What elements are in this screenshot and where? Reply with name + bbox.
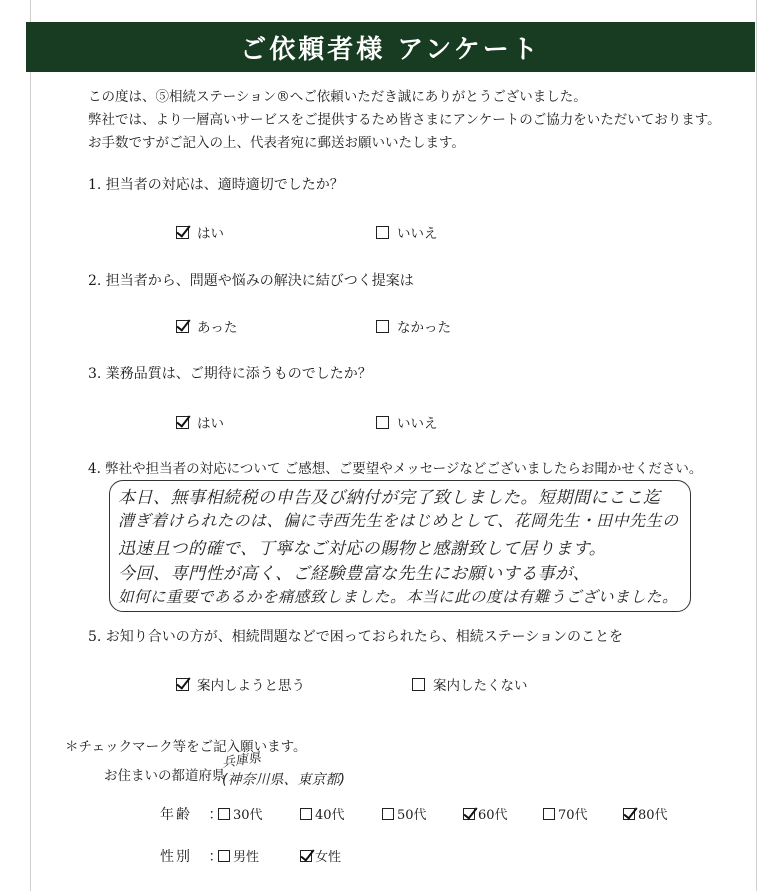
question-5: 5. お知り合いの方が、相続問題などで困っておられたら、相続ステーションのことを	[88, 629, 623, 645]
option-label: あった	[197, 320, 238, 336]
question-1: 1. 担当者の対応は、適時適切でしたか？	[88, 177, 344, 193]
checkbox-unchecked[interactable]	[300, 808, 312, 820]
checkbox-unchecked[interactable]	[376, 320, 389, 333]
q1-option-yes[interactable]	[176, 222, 224, 242]
checkbox-checked[interactable]	[176, 320, 189, 333]
age-option-50s[interactable]: 50代	[382, 804, 427, 823]
prefecture-label: お住まいの都道府県	[104, 768, 226, 784]
intro-line: お手数ですがご記入の上、代表者宛に郵送お願いいたします。	[88, 135, 465, 151]
option-label: 案内しようと思う	[197, 678, 305, 694]
option-label: はい	[197, 226, 224, 242]
q2-option-yes[interactable]	[176, 316, 237, 336]
checkbox-unchecked[interactable]	[412, 678, 425, 691]
q3-option-no[interactable]	[376, 412, 438, 432]
gender-label: 性別 ：	[160, 849, 225, 865]
checkbox-unchecked[interactable]	[382, 808, 394, 820]
gender-option-female[interactable]: 女性	[300, 846, 341, 865]
intro-line: この度は、⑤相続ステーション®へご依頼いただき誠にありがとうございました。	[88, 89, 587, 105]
option-label: 案内したくない	[433, 678, 528, 694]
intro-text	[88, 86, 721, 155]
question-4: 4. 弊社や担当者の対応について ご感想、ご要望やメッセージなどございましたらお聞かせください。	[88, 461, 703, 477]
q1-option-no[interactable]	[376, 222, 438, 242]
checkbox-checked[interactable]	[463, 808, 475, 820]
q5-option-recommend[interactable]	[176, 674, 305, 694]
survey-title: ご依頼者様 アンケート	[26, 22, 755, 72]
checkbox-checked[interactable]	[176, 416, 189, 429]
age-option-80s[interactable]: 80代	[623, 804, 668, 823]
question-3: 3. 業務品質は、ご期待に添うものでしたか？	[88, 366, 372, 382]
checkbox-unchecked[interactable]	[218, 850, 230, 862]
prefecture-value	[222, 752, 345, 789]
checkbox-checked[interactable]	[176, 678, 189, 691]
intro-line: 弊社では、より一層高いサービスをご提供するため皆さまにアンケートのご協力をいただいております。	[88, 112, 721, 128]
age-option-70s[interactable]: 70代	[543, 804, 588, 823]
q3-option-yes[interactable]	[176, 412, 224, 432]
age-option-60s[interactable]: 60代	[463, 804, 508, 823]
age-option-30s[interactable]: 30代	[218, 804, 263, 823]
prefecture-line: (神奈川県、東京都)	[222, 772, 345, 788]
option-label: なかった	[397, 320, 451, 336]
age-label: 年齢 ：	[160, 807, 225, 823]
prefecture-line: 兵庫県	[221, 750, 262, 771]
checkbox-unchecked[interactable]	[543, 808, 555, 820]
option-label: はい	[197, 416, 224, 432]
q5-option-not-recommend[interactable]	[412, 674, 528, 694]
checkmark-note: ＊チェックマーク等をご記入願います。	[65, 739, 307, 755]
q2-option-no[interactable]	[376, 316, 451, 336]
checkbox-checked[interactable]	[300, 850, 312, 862]
checkbox-checked[interactable]	[176, 226, 189, 239]
handwritten-line: 今回、専門性が高く、ご経験豊富な先生にお願いする事が、	[118, 564, 591, 584]
checkbox-unchecked[interactable]	[376, 226, 389, 239]
gender-option-male[interactable]: 男性	[218, 846, 259, 865]
handwritten-line: 本日、無事相続税の申告及び納付が完了致しました。短期間にここ迄	[118, 488, 661, 508]
handwritten-line: 如何に重要であるかを痛感致しました。本当に此の度は有難うございました。	[118, 588, 679, 606]
handwritten-line: 迅速且つ的確で、丁寧なご対応の賜物と感謝致して居ります。	[118, 539, 607, 559]
checkbox-unchecked[interactable]	[376, 416, 389, 429]
handwritten-line: 漕ぎ着けられたのは、偏に寺西先生をはじめとして、花岡先生・田中先生の	[118, 511, 679, 530]
checkbox-checked[interactable]	[623, 808, 635, 820]
question-2: 2. 担当者から、問題や悩みの解決に結びつく提案は	[88, 273, 414, 289]
age-option-40s[interactable]: 40代	[300, 804, 345, 823]
option-label: いいえ	[397, 416, 438, 432]
checkbox-unchecked[interactable]	[218, 808, 230, 820]
option-label: いいえ	[397, 226, 438, 242]
